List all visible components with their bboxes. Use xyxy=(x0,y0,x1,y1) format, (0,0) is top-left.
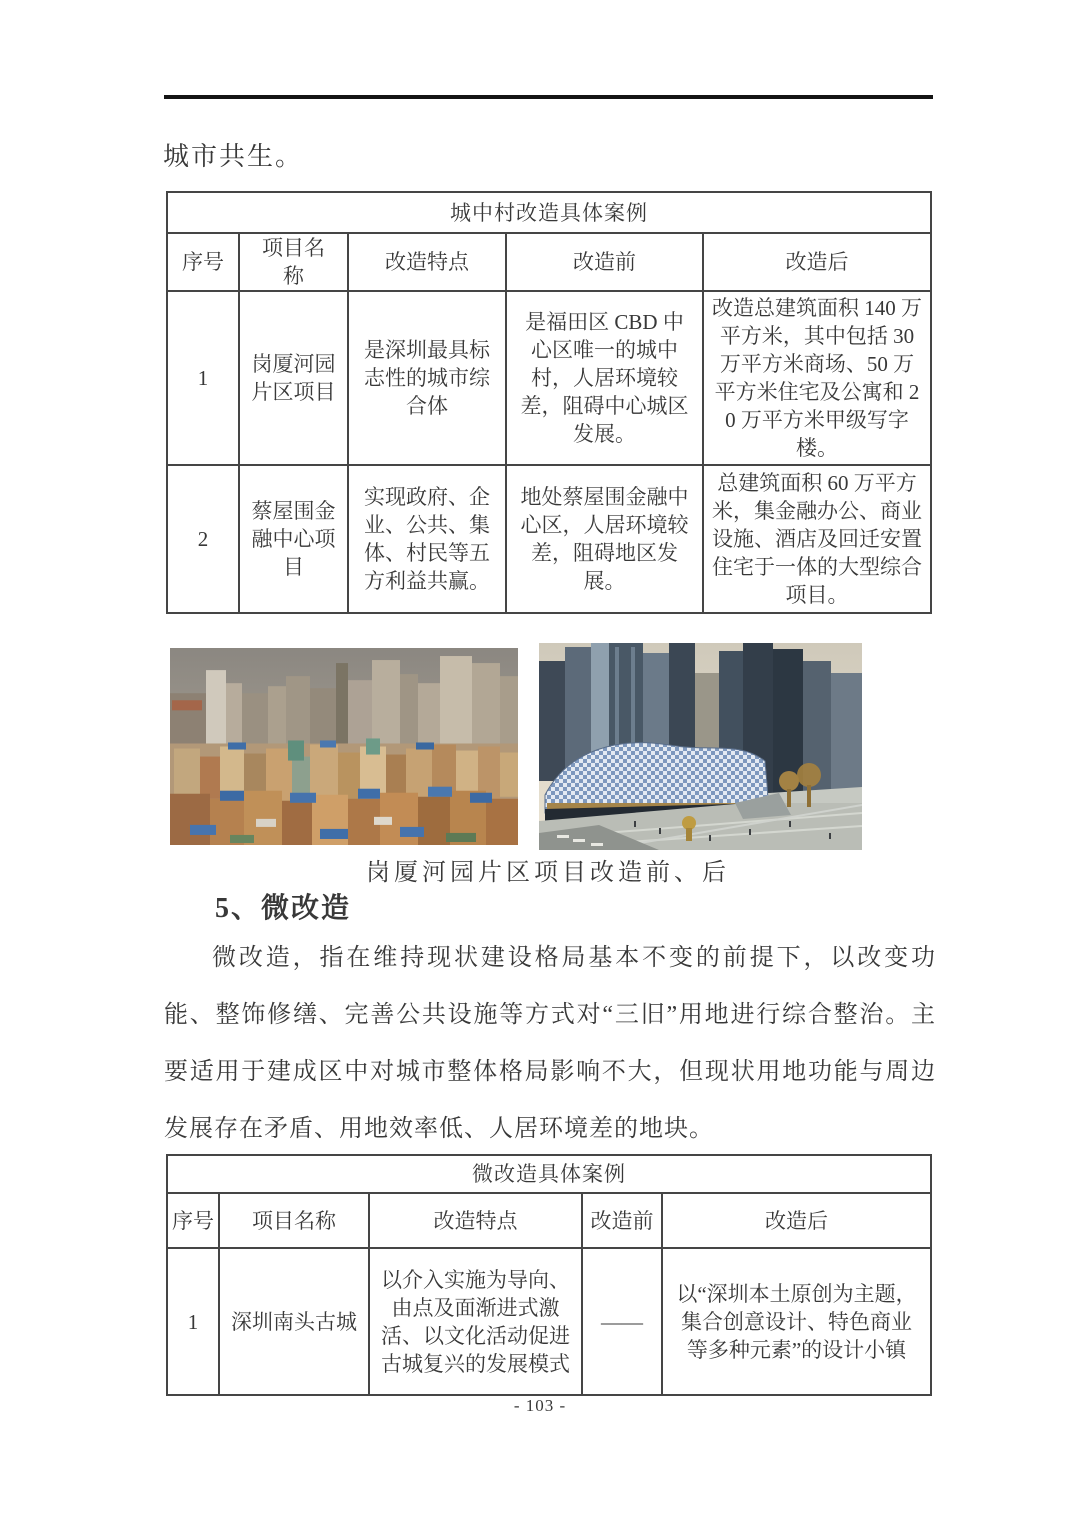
table-title-row xyxy=(167,1155,931,1193)
lead-text: 城市共生。 xyxy=(163,142,304,171)
header-cell-after: 改造后 xyxy=(703,233,931,291)
figure-caption: 岗厦河园片区项目改造前、后 xyxy=(366,860,730,886)
header-cell-before: 改造前 xyxy=(582,1193,662,1248)
cell-after: 改造总建筑面积 140 万平方米，其中包括 30 万平方米商场、50 万平方米住宅及公寓和 20 万平方米甲级写字楼。 xyxy=(703,291,931,465)
header-rule xyxy=(164,95,933,99)
header-cell-feature: 改造特点 xyxy=(348,233,506,291)
cell-no: 1 xyxy=(167,291,239,465)
header-cell-no: 序号 xyxy=(167,233,239,291)
table-row xyxy=(167,291,931,465)
table-header-row xyxy=(167,233,931,291)
cell-after: 以“深圳本土原创为主题，集合创意设计、特色商业等多种元素”的设计小镇 xyxy=(662,1248,931,1395)
cell-feature: 以介入实施为导向、由点及面渐进式激活、以文化活动促进古城复兴的发展模式 xyxy=(369,1248,582,1395)
after-photo-mall-plaza xyxy=(539,643,862,850)
cell-feature: 是深圳最具标志性的城市综合体 xyxy=(348,291,506,465)
header-cell-no: 序号 xyxy=(167,1193,219,1248)
before-photo-urban-village xyxy=(170,648,518,845)
header-cell-name: 项目名称 xyxy=(219,1193,369,1248)
table-header-row xyxy=(167,1193,931,1248)
page-number: - 103 - xyxy=(513,1396,567,1415)
cell-name: 深圳南头古城 xyxy=(219,1248,369,1395)
village-renovation-table xyxy=(166,191,932,614)
cell-before: 地处蔡屋围金融中心区，人居环境较差，阻碍地区发展。 xyxy=(506,465,703,613)
table-row xyxy=(167,1248,931,1395)
micro-renovation-table xyxy=(166,1154,932,1396)
table-row xyxy=(167,465,931,613)
table-title-row xyxy=(167,192,931,233)
cell-name: 岗厦河园片区项目 xyxy=(239,291,348,465)
section-paragraph: 微改造，指在维持现状建设格局基本不变的前提下，以改变功能、整饰修缮、完善公共设施等方式对“三旧”用地进行综合整治。主要适用于建成区中对城市整体格局影响不大，但现状用地功能与周边发展存在矛盾、用地效率低、人居环境差的地块。 xyxy=(164,945,936,1142)
table-title: 微改造具体案例 xyxy=(167,1155,931,1193)
cell-feature: 实现政府、企业、公共、集体、村民等五方利益共赢。 xyxy=(348,465,506,613)
cell-after: 总建筑面积 60 万平方米，集金融办公、商业设施、酒店及回迁安置住宅于一体的大型综合项目。 xyxy=(703,465,931,613)
cell-name: 蔡屋围金融中心项目 xyxy=(239,465,348,613)
header-cell-after: 改造后 xyxy=(662,1193,931,1248)
header-cell-before: 改造前 xyxy=(506,233,703,291)
cell-no: 2 xyxy=(167,465,239,613)
section-heading: 5、微改造 xyxy=(215,893,352,924)
cell-before: 是福田区 CBD 中心区唯一的城中村，人居环境较差，阻碍中心城区发展。 xyxy=(506,291,703,465)
cell-before: —— xyxy=(582,1248,662,1395)
header-cell-name: 项目名称 xyxy=(239,233,348,291)
table-title: 城中村改造具体案例 xyxy=(167,192,931,233)
header-cell-feature: 改造特点 xyxy=(369,1193,582,1248)
cell-no: 1 xyxy=(167,1248,219,1395)
